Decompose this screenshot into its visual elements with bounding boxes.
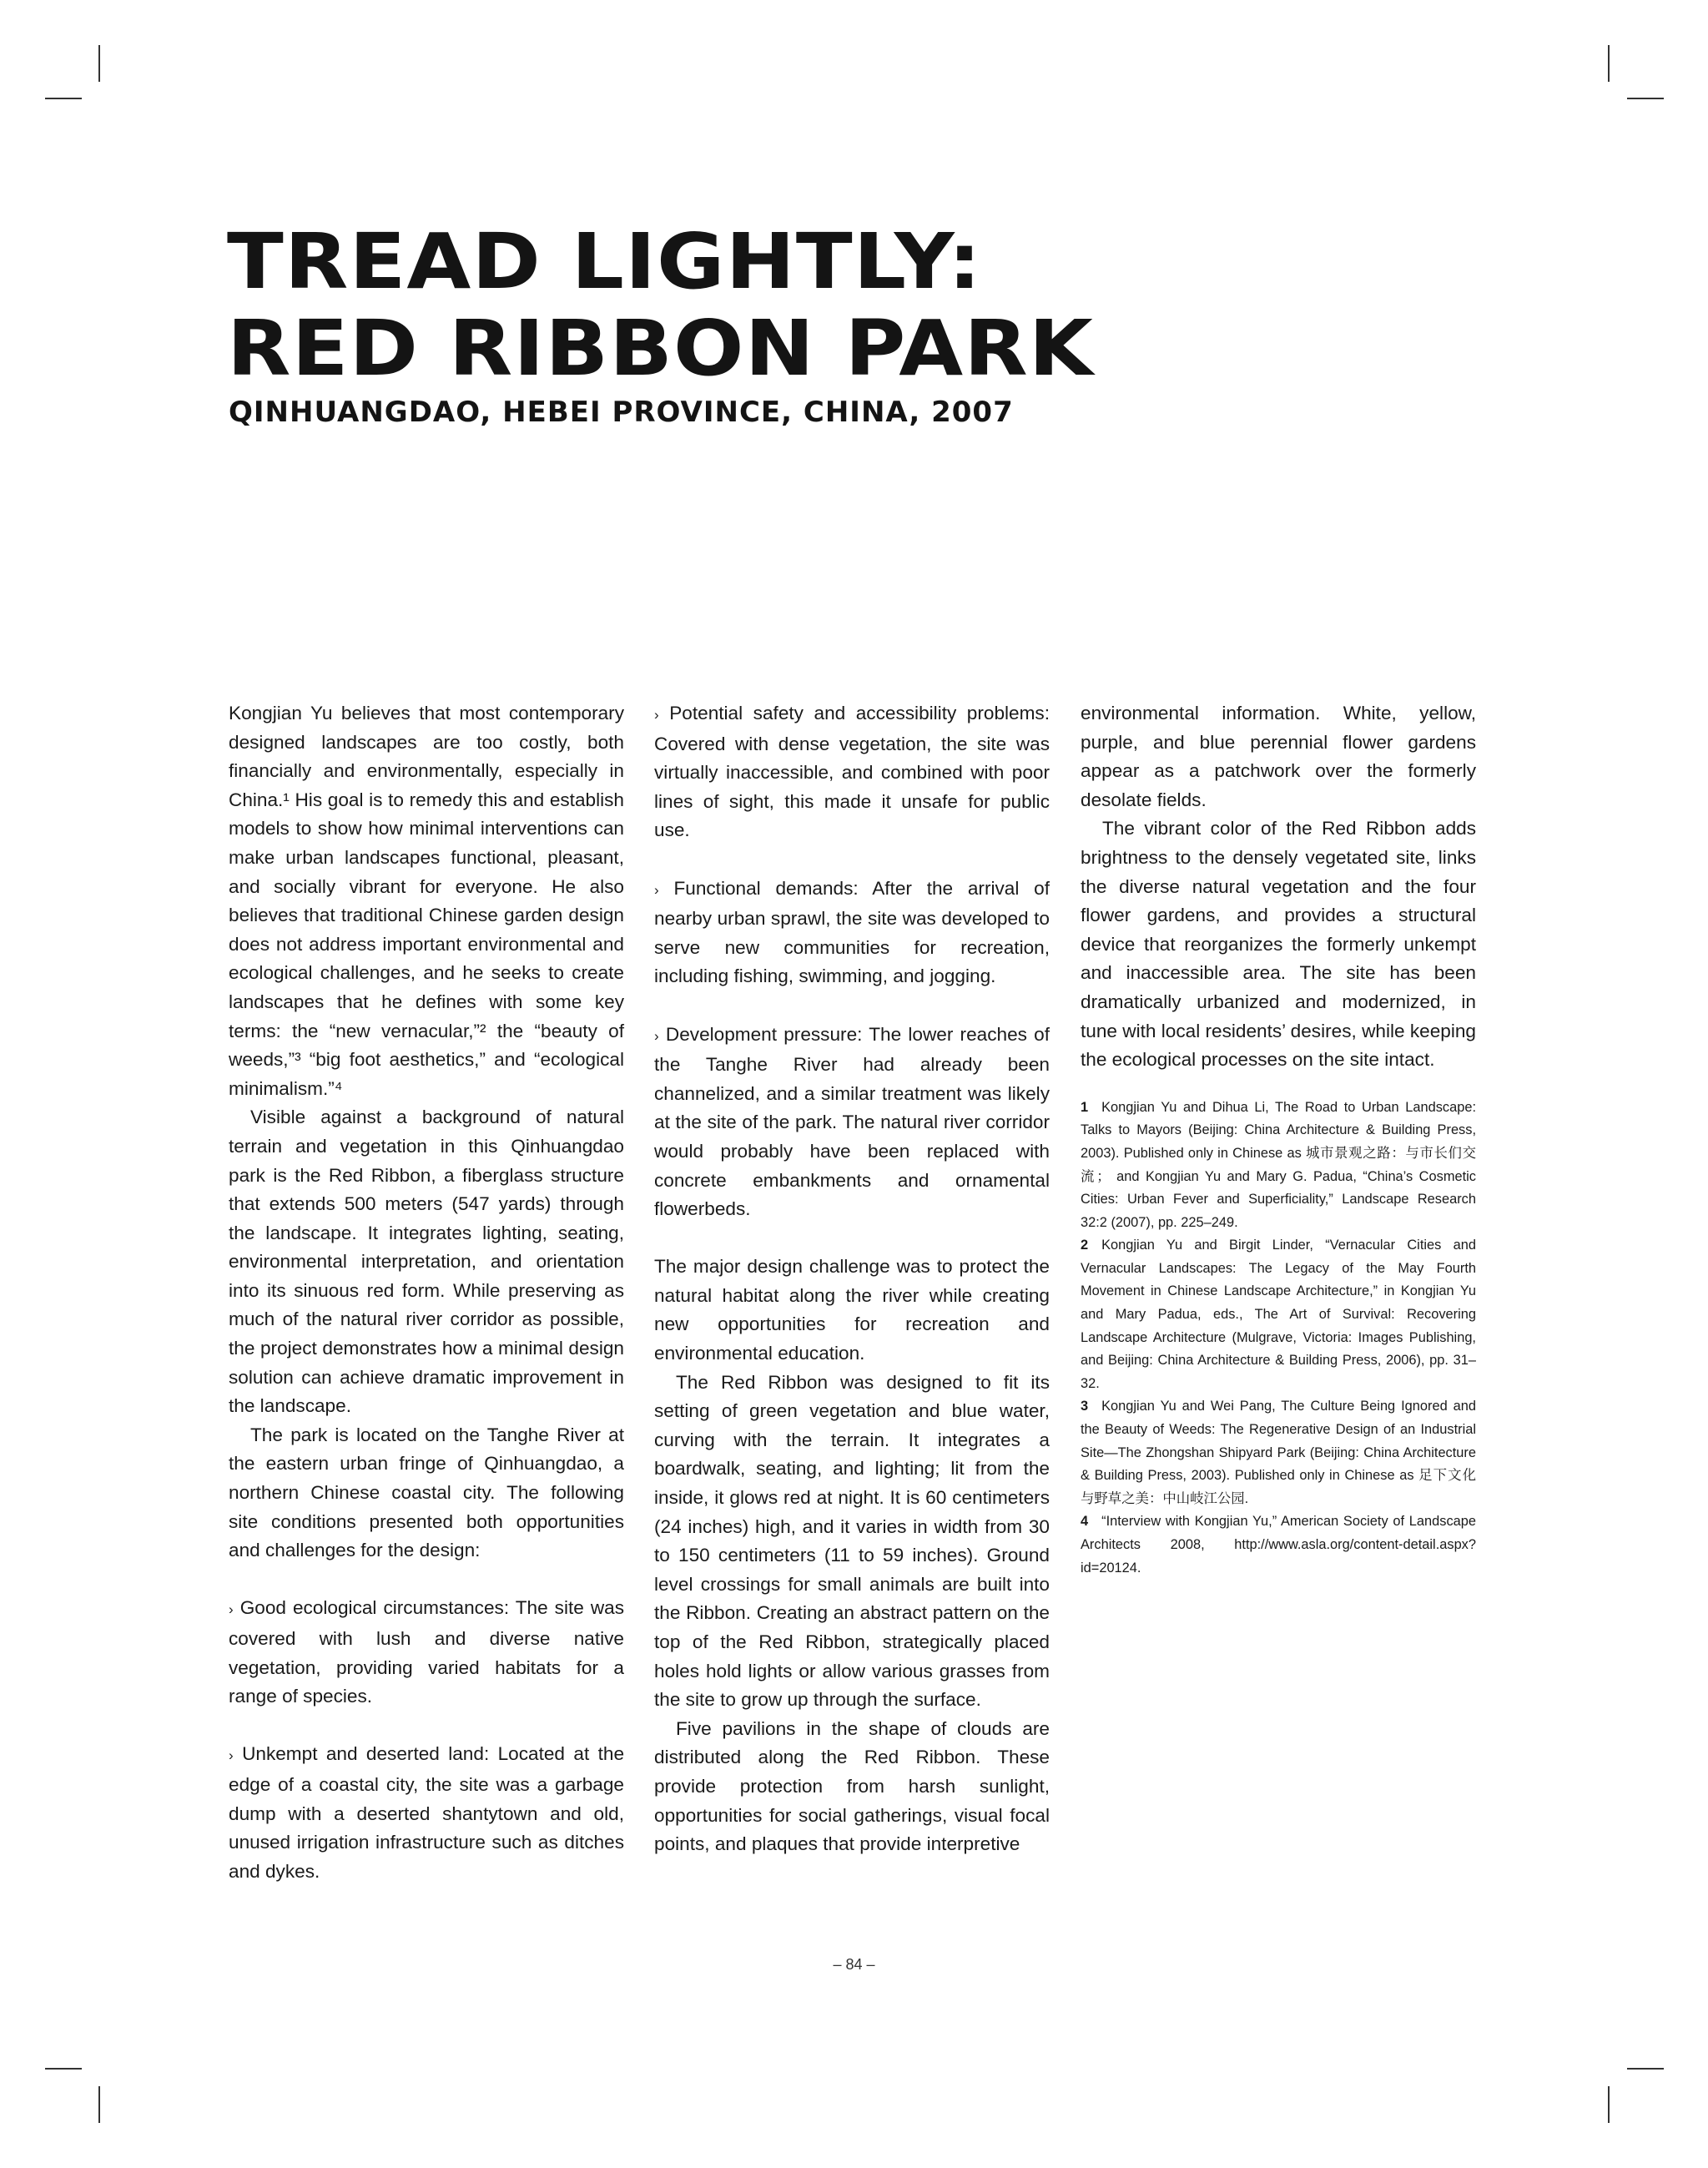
footnote-number: 4 [1081, 1514, 1089, 1530]
text-column-2 [654, 699, 1050, 1859]
footnote-text: Kongjian Yu and Wei Pang, The Culture Being Ignored and the Beauty of Weeds: The Regenerative Design of an Industrial Site—The Zhongshan Shipyard Park (Beijing: China Architecture & Building Press, 2003). Published only in Chinese as 足下文化与野草之美：中山岐江公园. [1081, 1399, 1476, 1506]
bullet-paragraph [229, 1740, 624, 1886]
bullet-paragraph [229, 1594, 624, 1711]
bullet-marker: › [229, 1601, 234, 1618]
chapter-title-line-2: RED RIBBON PARK [227, 304, 1094, 393]
crop-mark [1627, 2068, 1664, 2070]
bullet-paragraph [654, 1021, 1050, 1224]
footnote [1081, 1234, 1476, 1395]
body-paragraph: The park is located on the Tanghe River at the eastern urban fringe of Qinhuangdao, a northern Chinese coastal city. The following site conditions presented both opportunities and challenges for the design: [229, 1424, 624, 1561]
footnote-text: Kongjian Yu and Birgit Linder, “Vernacular Cities and Vernacular Landscapes: The Legacy of the May Fourth Movement in Chinese Landscape Architecture,” in Kongjian Yu and Mary Padua, eds., The Art of Survival: Recovering Landscape Architecture (Mulgrave, Victoria: Images Publishing, and Beijing: China Architecture & Building Press, 2006), pp. 31–32. [1081, 1238, 1476, 1391]
body-paragraph: Five pavilions in the shape of clouds are distributed along the Red Ribbon. These provide protection from harsh sunlight, opportunities for social gatherings, visual focal points, and plaques that provide interpretive [654, 1717, 1050, 1855]
body-paragraph: The Red Ribbon was designed to fit its setting of green vegetation and blue water, curving with the terrain. It integrates a boardwalk, seating, and lighting; lit from the inside, it glows red at night. It is 60 centimeters (24 inches) high, and it varies in width from 30 to 150 centimeters (11 to 59 inches). Ground level crossings for small animals are built into the Ribbon. Creating an abstract pattern on the top of the Red Ribbon, strategically placed holes hold lights or allow various grasses from the site to grow up through the surface. [654, 1371, 1050, 1711]
bullet-text: Development pressure: The lower reaches of the Tanghe River had already been channelized, and a similar treatment was likely at the site of the park. The natural river corridor would probably have been replaced with concrete embankments and ornamental flowerbeds. [654, 1023, 1050, 1220]
bullet-text: Unkempt and deserted land: Located at the edge of a coastal city, the site was a garbage dump with a deserted shantytown and old, unused irrigation infrastructure such as ditches and dykes. [229, 1743, 625, 1882]
crop-mark [98, 2086, 100, 2123]
footnote-number: 1 [1081, 1099, 1089, 1115]
bullet-paragraph [654, 875, 1050, 991]
page-number: – 84 – [833, 1956, 875, 1973]
body-paragraph: Visible against a background of natural terrain and vegetation in this Qinhuangdao park is the Red Ribbon, a fiberglass structure that extends 500 meters (547 yards) through the landscape. It integrates lighting, seating, environmental interpretation, and orientation into its sinuous red form. While preserving as much of the natural river corridor as possible, the project demonstrates how a minimal design solution can achieve dramatic improvement in the landscape. [229, 1107, 624, 1417]
footnote [1081, 1395, 1476, 1510]
body-paragraph: The vibrant color of the Red Ribbon adds brightness to the densely vegetated site, links the diverse natural vegetation and the four flower gardens, and provides a structural device that reorganizes the formerly unkempt and inaccessible area. The site has been dramatically urbanized and modernized, in tune with local residents’ desires, while keeping the ecological processes on the site intact. [1081, 818, 1476, 1071]
bullet-text: Good ecological circumstances: The site was covered with lush and diverse native vegetation, providing varied habitats for a range of species. [229, 1597, 624, 1707]
text-column-1 [229, 699, 624, 1886]
bullet-marker: › [654, 707, 659, 723]
crop-mark [1608, 45, 1610, 82]
bullet-text: Functional demands: After the arrival of nearby urban sprawl, the site was developed to serve new communities for recreation, including fishing, swimming, and jogging. [654, 877, 1050, 987]
footnote-text: “Interview with Kongjian Yu,” American Society of Landscape Architects 2008, http://www.asla.org/content-detail.aspx?id=20124. [1081, 1514, 1476, 1576]
footnote [1081, 1510, 1476, 1580]
crop-mark [1608, 2086, 1610, 2123]
body-paragraph: Kongjian Yu believes that most contemporary designed landscapes are too costly, both financially and environmentally, especially in China.¹ His goal is to remedy this and establish models to show how minimal interventions can make urban landscapes functional, pleasant, and socially vibrant for everyone. He also believes that traditional Chinese garden design does not address important environmental and ecological challenges, and he seeks to create landscapes that he defines with some key terms: the “new vernacular,”² the “beauty of weeds,”³ “big foot aesthetics,” and “ecological minimalism.”⁴ [229, 703, 624, 1099]
chapter-subtitle: QINHUANGDAO, HEBEI PROVINCE, CHINA, 2007 [229, 396, 1014, 429]
bullet-marker: › [654, 1027, 659, 1044]
footnote-text: Kongjian Yu and Dihua Li, The Road to Urban Landscape: Talks to Mayors (Beijing: China Architecture & Building Press, 2003). Published only in Chinese as 城市景观之路：与市长们交流； and Kongjian Yu and Mary G. Padua, “China’s Cosmetic Cities: Urban Fever and Superficiality,” Landscape Research 32:2 (2007), pp. 225–249. [1081, 1099, 1476, 1230]
crop-mark [45, 98, 82, 99]
footnote-number: 3 [1081, 1399, 1089, 1414]
crop-mark [1627, 98, 1664, 99]
chapter-title-line-1: TREAD LIGHTLY: [227, 217, 982, 306]
bullet-marker: › [654, 881, 659, 898]
crop-mark [45, 2068, 82, 2070]
body-paragraph: environmental information. White, yellow, purple, and blue perennial flower gardens appear as a patchwork over the formerly desolate fields. [1081, 703, 1476, 810]
crop-mark [98, 45, 100, 82]
footnote [1081, 1097, 1476, 1235]
bullet-marker: › [229, 1747, 234, 1764]
body-paragraph: The major design challenge was to protect the natural habitat along the river while creating new opportunities for recreation and environmental education. [654, 1256, 1050, 1364]
bullet-paragraph [654, 699, 1050, 845]
text-column-3 [1081, 699, 1476, 1580]
chapter-title [227, 219, 1489, 392]
footnote-number: 2 [1081, 1238, 1089, 1253]
footnotes [1081, 1097, 1476, 1580]
bullet-text: Potential safety and accessibility problems: Covered with dense vegetation, the site was virtually inaccessible, and combined with poor lines of sight, this made it unsafe for public use. [654, 703, 1050, 841]
